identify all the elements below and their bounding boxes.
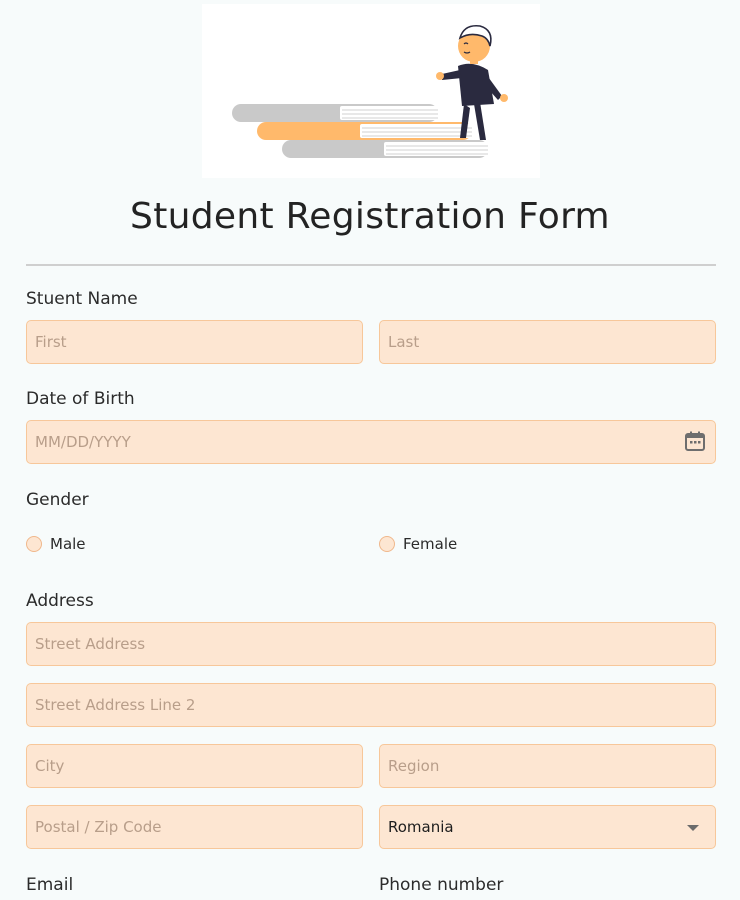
gender-label: Gender bbox=[26, 490, 89, 510]
region-input[interactable] bbox=[379, 744, 716, 788]
hero-illustration bbox=[202, 4, 540, 178]
postal-code-input[interactable] bbox=[26, 805, 363, 849]
street-address-line2-input[interactable] bbox=[26, 683, 716, 727]
address-label: Address bbox=[26, 591, 94, 611]
city-input[interactable] bbox=[26, 744, 363, 788]
country-select[interactable] bbox=[379, 805, 716, 849]
gender-option-label: Female bbox=[403, 535, 458, 553]
student-name-label: Stuent Name bbox=[26, 289, 138, 309]
date-of-birth-input[interactable] bbox=[26, 420, 716, 464]
student-on-books-illustration bbox=[202, 4, 540, 178]
first-name-input[interactable] bbox=[26, 320, 363, 364]
date-of-birth-wrapper bbox=[26, 420, 716, 464]
last-name-input[interactable] bbox=[379, 320, 716, 364]
radio-button[interactable] bbox=[379, 536, 395, 552]
title-divider bbox=[26, 264, 716, 266]
calendar-icon[interactable] bbox=[684, 430, 706, 452]
chevron-down-icon bbox=[687, 825, 699, 831]
gender-option-female[interactable] bbox=[379, 535, 457, 553]
gender-option-male[interactable] bbox=[26, 535, 86, 553]
street-address-input[interactable] bbox=[26, 622, 716, 666]
page-title: Student Registration Form bbox=[130, 196, 610, 237]
country-selected-value: Romania bbox=[388, 818, 454, 836]
email-label: Email bbox=[26, 875, 74, 895]
radio-button[interactable] bbox=[26, 536, 42, 552]
phone-number-label: Phone number bbox=[379, 875, 504, 895]
gender-option-label: Male bbox=[50, 535, 86, 553]
date-of-birth-label: Date of Birth bbox=[26, 389, 135, 409]
